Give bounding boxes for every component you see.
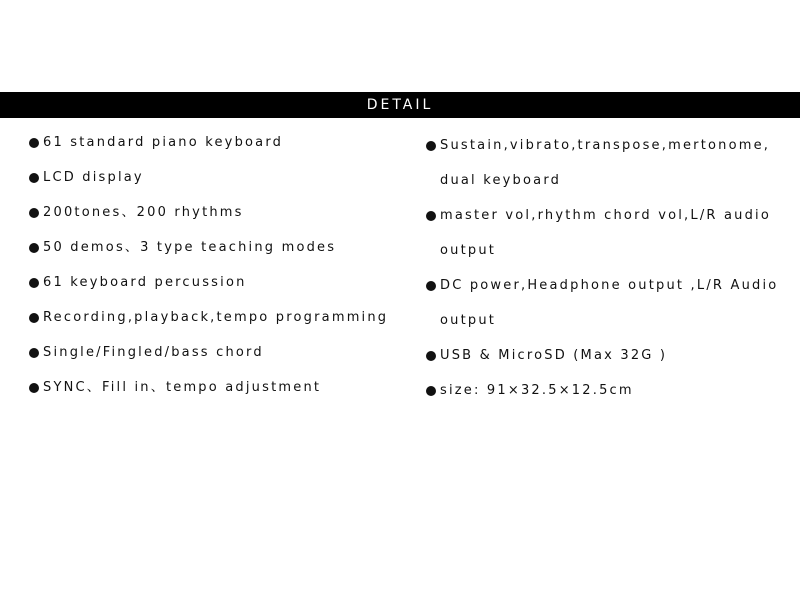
bullet-icon — [29, 138, 39, 148]
feature-text: DC power,Headphone output ,L/R Audio — [440, 278, 779, 293]
feature-text: Single/Fingled/bass chord — [43, 345, 264, 360]
feature-text: USB & MicroSD (Max 32G ) — [440, 348, 668, 363]
bullet-icon — [29, 173, 39, 183]
feature-text: master vol,rhythm chord vol,L/R audio — [440, 208, 771, 223]
feature-text-continued: output — [440, 243, 497, 258]
feature-text: 200tones、200 rhythms — [43, 205, 244, 220]
bullet-icon — [426, 351, 436, 361]
bullet-icon — [29, 243, 39, 253]
feature-text-continued: dual keyboard — [440, 173, 562, 188]
feature-text: Sustain,vibrato,transpose,mertonome, — [440, 138, 771, 153]
detail-banner — [0, 92, 800, 118]
feature-text: LCD display — [43, 170, 144, 185]
bullet-icon — [29, 278, 39, 288]
bullet-icon — [29, 383, 39, 393]
bullet-icon — [426, 211, 436, 221]
bullet-icon — [29, 348, 39, 358]
bullet-icon — [426, 281, 436, 291]
feature-text-continued: output — [440, 313, 497, 328]
bullet-icon — [426, 386, 436, 396]
bullet-icon — [29, 208, 39, 218]
bullet-icon — [426, 141, 436, 151]
bullet-icon — [29, 313, 39, 323]
feature-text: 61 standard piano keyboard — [43, 135, 284, 150]
feature-text: SYNC、Fill in、tempo adjustment — [43, 380, 322, 395]
feature-text: Recording,playback,tempo programming — [43, 310, 389, 325]
banner-title: DETAIL — [366, 97, 434, 113]
feature-text: 50 demos、3 type teaching modes — [43, 240, 337, 255]
feature-text: 61 keyboard percussion — [43, 275, 247, 290]
feature-text: size: 91×32.5×12.5cm — [440, 383, 634, 398]
